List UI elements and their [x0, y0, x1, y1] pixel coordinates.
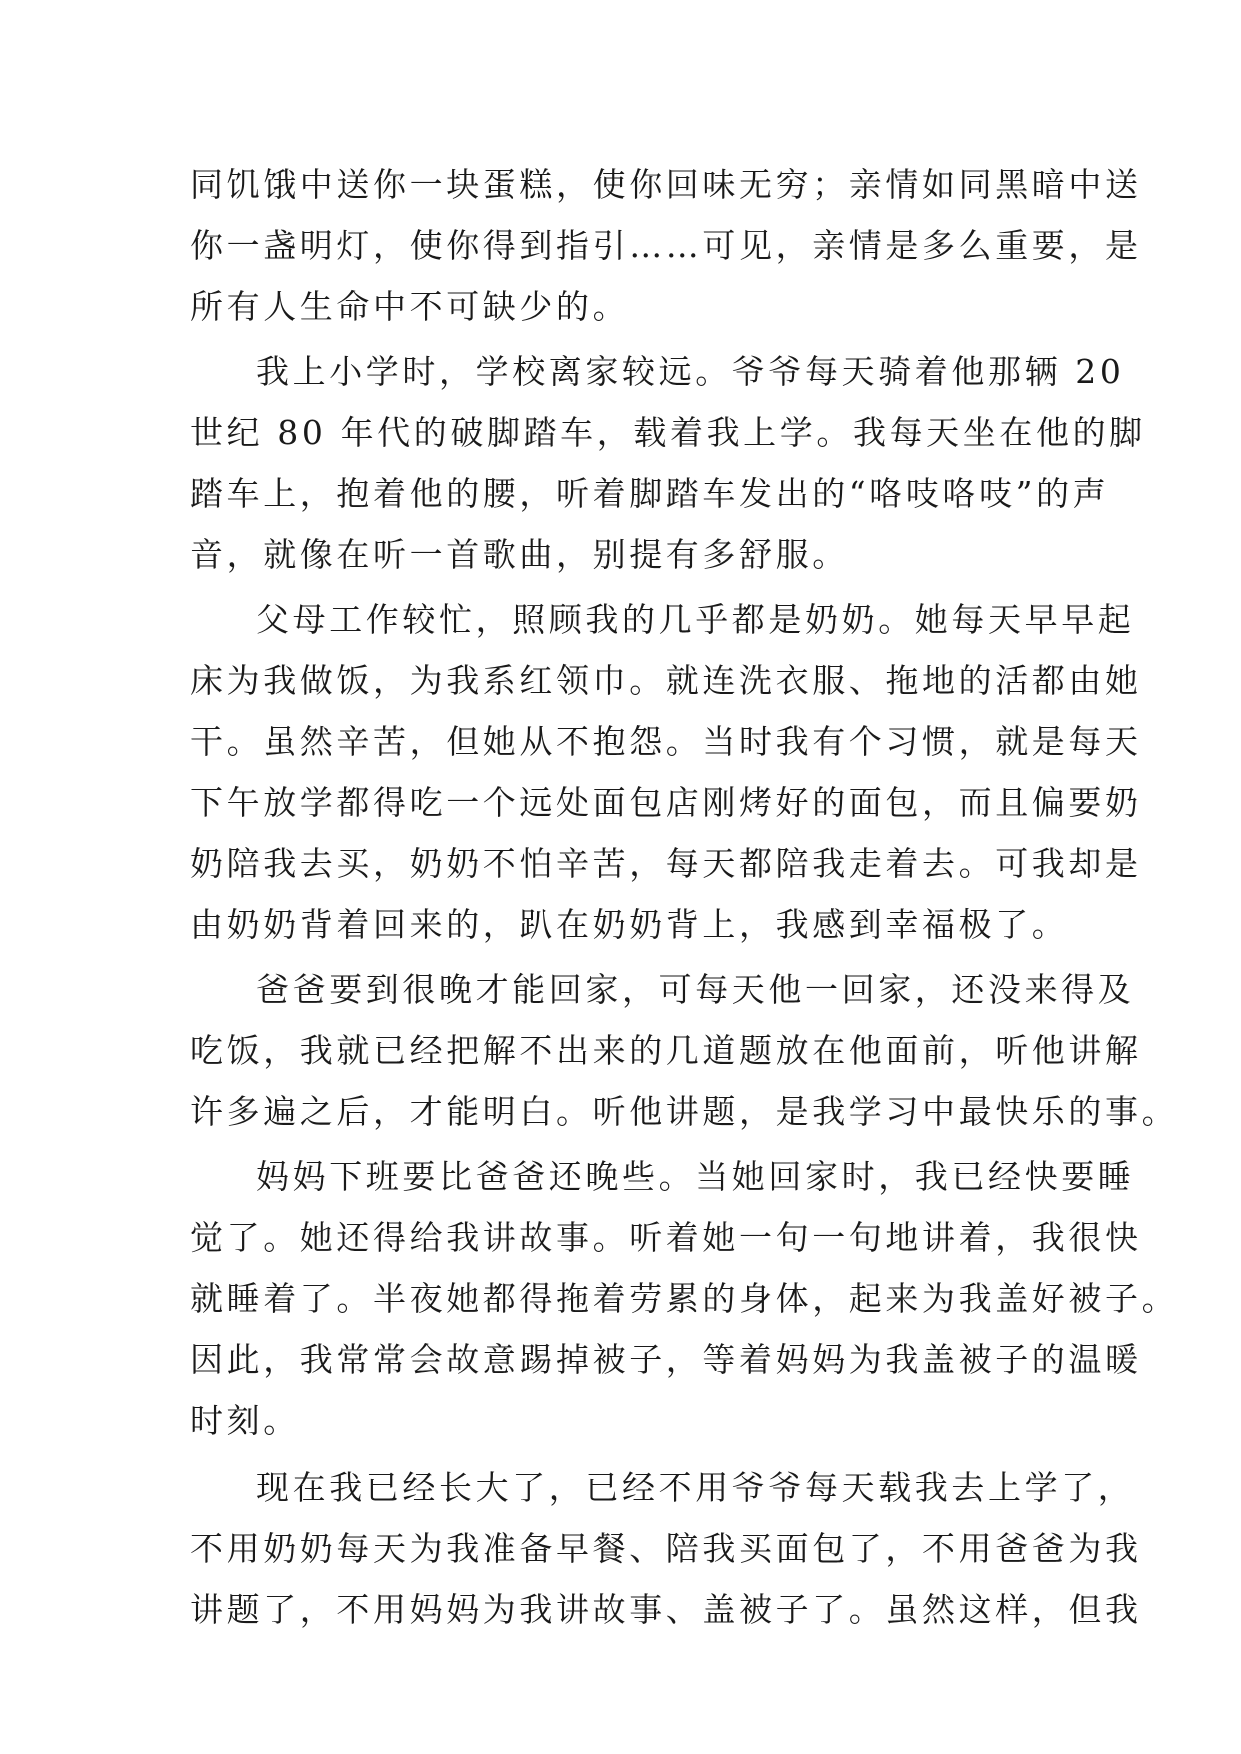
text-line: 现在我已经长大了，已经不用爷爷每天载我去上学了， — [256, 1468, 1135, 1507]
text-line: 你一盏明灯，使你得到指引……可见，亲情是多么重要，是 — [190, 226, 1142, 265]
text-line: 音，就像在听一首歌曲，别提有多舒服。 — [190, 535, 849, 574]
text-line: 觉了。她还得给我讲故事。听着她一句一句地讲着，我很快 — [190, 1218, 1142, 1257]
text-line: 我上小学时，学校离家较远。爷爷每天骑着他那辆 20 — [256, 352, 1125, 391]
text-line: 讲题了，不用妈妈为我讲故事、盖被子了。虽然这样，但我 — [190, 1590, 1142, 1629]
text-line: 时刻。 — [190, 1401, 300, 1440]
text-line: 吃饭，我就已经把解不出来的几道题放在他面前，听他讲解 — [190, 1031, 1142, 1070]
text-line: 世纪 80 年代的破脚踏车，载着我上学。我每天坐在他的脚 — [190, 413, 1146, 452]
text-line: 床为我做饭，为我系红领巾。就连洗衣服、拖地的活都由她 — [190, 661, 1142, 700]
text-line: 不用奶奶每天为我准备早餐、陪我买面包了，不用爸爸为我 — [190, 1529, 1142, 1568]
text-line: 所有人生命中不可缺少的。 — [190, 287, 630, 326]
text-line: 就睡着了。半夜她都得拖着劳累的身体，起来为我盖好被子。 — [190, 1279, 1179, 1318]
text-line: 父母工作较忙，照顾我的几乎都是奶奶。她每天早早起 — [256, 600, 1135, 639]
text-line: 许多遍之后，才能明白。听他讲题，是我学习中最快乐的事。 — [190, 1092, 1179, 1131]
text-line: 踏车上，抱着他的腰，听着脚踏车发出的“咯吱咯吱”的声 — [190, 474, 1110, 513]
text-line: 妈妈下班要比爸爸还晚些。当她回家时，我已经快要睡 — [256, 1157, 1135, 1196]
text-line: 干。虽然辛苦，但她从不抱怨。当时我有个习惯，就是每天 — [190, 722, 1142, 761]
text-line: 下午放学都得吃一个远处面包店刚烤好的面包，而且偏要奶 — [190, 783, 1142, 822]
text-line: 奶陪我去买，奶奶不怕辛苦，每天都陪我走着去。可我却是 — [190, 844, 1142, 883]
text-line: 由奶奶背着回来的，趴在奶奶背上，我感到幸福极了。 — [190, 905, 1069, 944]
text-line: 因此，我常常会故意踢掉被子，等着妈妈为我盖被子的温暖 — [190, 1340, 1142, 1379]
text-line: 爸爸要到很晚才能回家，可每天他一回家，还没来得及 — [256, 970, 1135, 1009]
text-line: 同饥饿中送你一块蛋糕，使你回味无穷；亲情如同黑暗中送 — [190, 165, 1142, 204]
